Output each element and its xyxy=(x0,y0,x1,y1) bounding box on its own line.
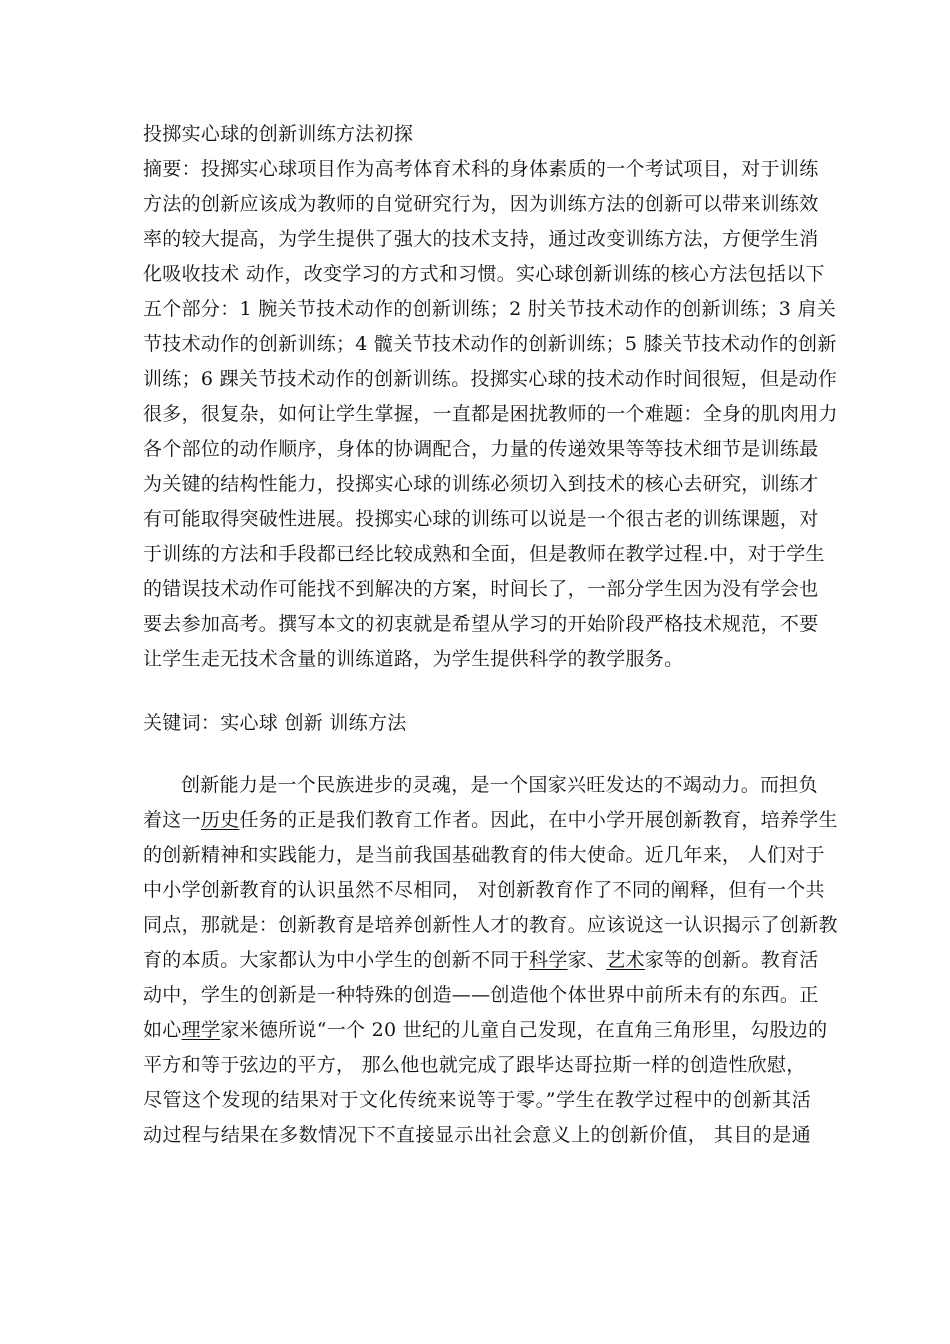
keywords-line: 关键词：实心球 创新 训练方法 xyxy=(143,712,407,734)
abstract-line: 要去参加高考。撰写本文的初衷就是希望从学习的开始阶段严格技术规范，不要 xyxy=(143,613,819,635)
abstract-line: 很多，很复杂，如何让学生掌握，一直都是困扰教师的一个难题：全身的肌肉用力 xyxy=(143,403,838,425)
abstract-line: 的错误技术动作可能找不到解决的方案，时间长了，一部分学生因为没有学会也 xyxy=(143,578,819,600)
body-line xyxy=(143,943,819,978)
spacer xyxy=(143,741,811,768)
body-line: 中小学创新教育的认识虽然不尽相同， 对创新教育作了不同的阐释，但有一个共 xyxy=(143,879,825,901)
abstract-line: 五个部分：1 腕关节技术动作的创新训练；2 肘关节技术动作的创新训练；3 肩关 xyxy=(143,298,837,320)
document-content xyxy=(143,117,838,1153)
psychology-link[interactable]: 理学 xyxy=(181,1019,221,1041)
spacer xyxy=(143,677,811,706)
body-line: 尽管这个发现的结果对于文化传统来说等于零。”学生在教学过程中的创新其活 xyxy=(143,1089,811,1111)
body-text: 家、 xyxy=(567,949,607,971)
abstract-paragraph xyxy=(143,152,838,677)
science-link[interactable]: 科学 xyxy=(529,949,568,971)
body-text: 家等的创新。教育活 xyxy=(644,949,819,971)
art-link[interactable]: 艺术 xyxy=(606,949,645,971)
abstract-line: 让学生走无技术含量的训练道路，为学生提供科学的教学服务。 xyxy=(143,648,684,670)
document-title: 投掷实心球的创新训练方法初探 xyxy=(143,123,414,145)
body-line xyxy=(143,803,838,838)
abstract-line: 各个部位的动作顺序，身体的协调配合，力量的传递效果等等技术细节是训练最 xyxy=(143,438,819,460)
body-text: 任务的正是我们教育工作者。因此，在中小学开展创新教育，培养学生 xyxy=(239,809,838,831)
body-paragraph xyxy=(143,768,838,1153)
abstract-line: 于训练的方法和手段都已经比较成熟和全面，但是教师在教学过程.中，对于学生 xyxy=(143,543,825,565)
body-line: 的创新精神和实践能力，是当前我国基础教育的伟大使命。近几年来， 人们对于 xyxy=(143,844,825,866)
history-link[interactable]: 历史 xyxy=(200,809,240,831)
body-text: 着这一 xyxy=(143,809,201,831)
body-line: 平方和等于弦边的平方， 那么他也就完成了跟毕达哥拉斯一样的创造性欣慰， xyxy=(143,1054,806,1076)
abstract-line: 方法的创新应该成为教师的自觉研究行为，因为训练方法的创新可以带来训练效 xyxy=(143,193,819,215)
body-text: 育的本质。大家都认为中小学生的创新不同于 xyxy=(143,949,530,971)
body-line xyxy=(143,1013,828,1048)
body-line: 创新能力是一个民族进步的灵魂，是一个国家兴旺发达的不竭动力。而担负 xyxy=(181,774,818,796)
abstract-line: 摘要：投掷实心球项目作为高考体育术科的身体素质的一个考试项目，对于训练 xyxy=(143,158,819,180)
body-text: 家米德所说“一个 20 世纪的儿童自己发现，在直角三角形里，勾股边的 xyxy=(220,1019,828,1041)
body-line: 动中，学生的创新是一种特殊的创造——创造他个体世界中前所未有的东西。正 xyxy=(143,984,819,1006)
abstract-line: 有可能取得突破性进展。投掷实心球的训练可以说是一个很古老的训练课题，对 xyxy=(143,508,819,530)
abstract-line: 训练；6 踝关节技术动作的创新训练。投掷实心球的技术动作时间很短，但是动作 xyxy=(143,368,838,390)
abstract-line: 率的较大提高，为学生提供了强大的技术支持，通过改变训练方法，方便学生消 xyxy=(143,228,819,250)
body-text: 如心 xyxy=(143,1019,182,1041)
abstract-line: 化吸收技术 动作，改变学习的方式和习惯。实心球创新训练的核心方法包括以下 xyxy=(143,263,825,285)
body-line: 同点，那就是：创新教育是培养创新性人才的教育。应该说这一认识揭示了创新教 xyxy=(143,914,838,936)
body-line: 动过程与结果在多数情况下不直接显示出社会意义上的创新价值， 其目的是通 xyxy=(143,1124,811,1146)
abstract-line: 节技术动作的创新训练；4 髋关节技术动作的创新训练；5 膝关节技术动作的创新 xyxy=(143,333,837,355)
abstract-line: 为关键的结构性能力，投掷实心球的训练必须切入到技术的核心去研究，训练才 xyxy=(143,473,819,495)
